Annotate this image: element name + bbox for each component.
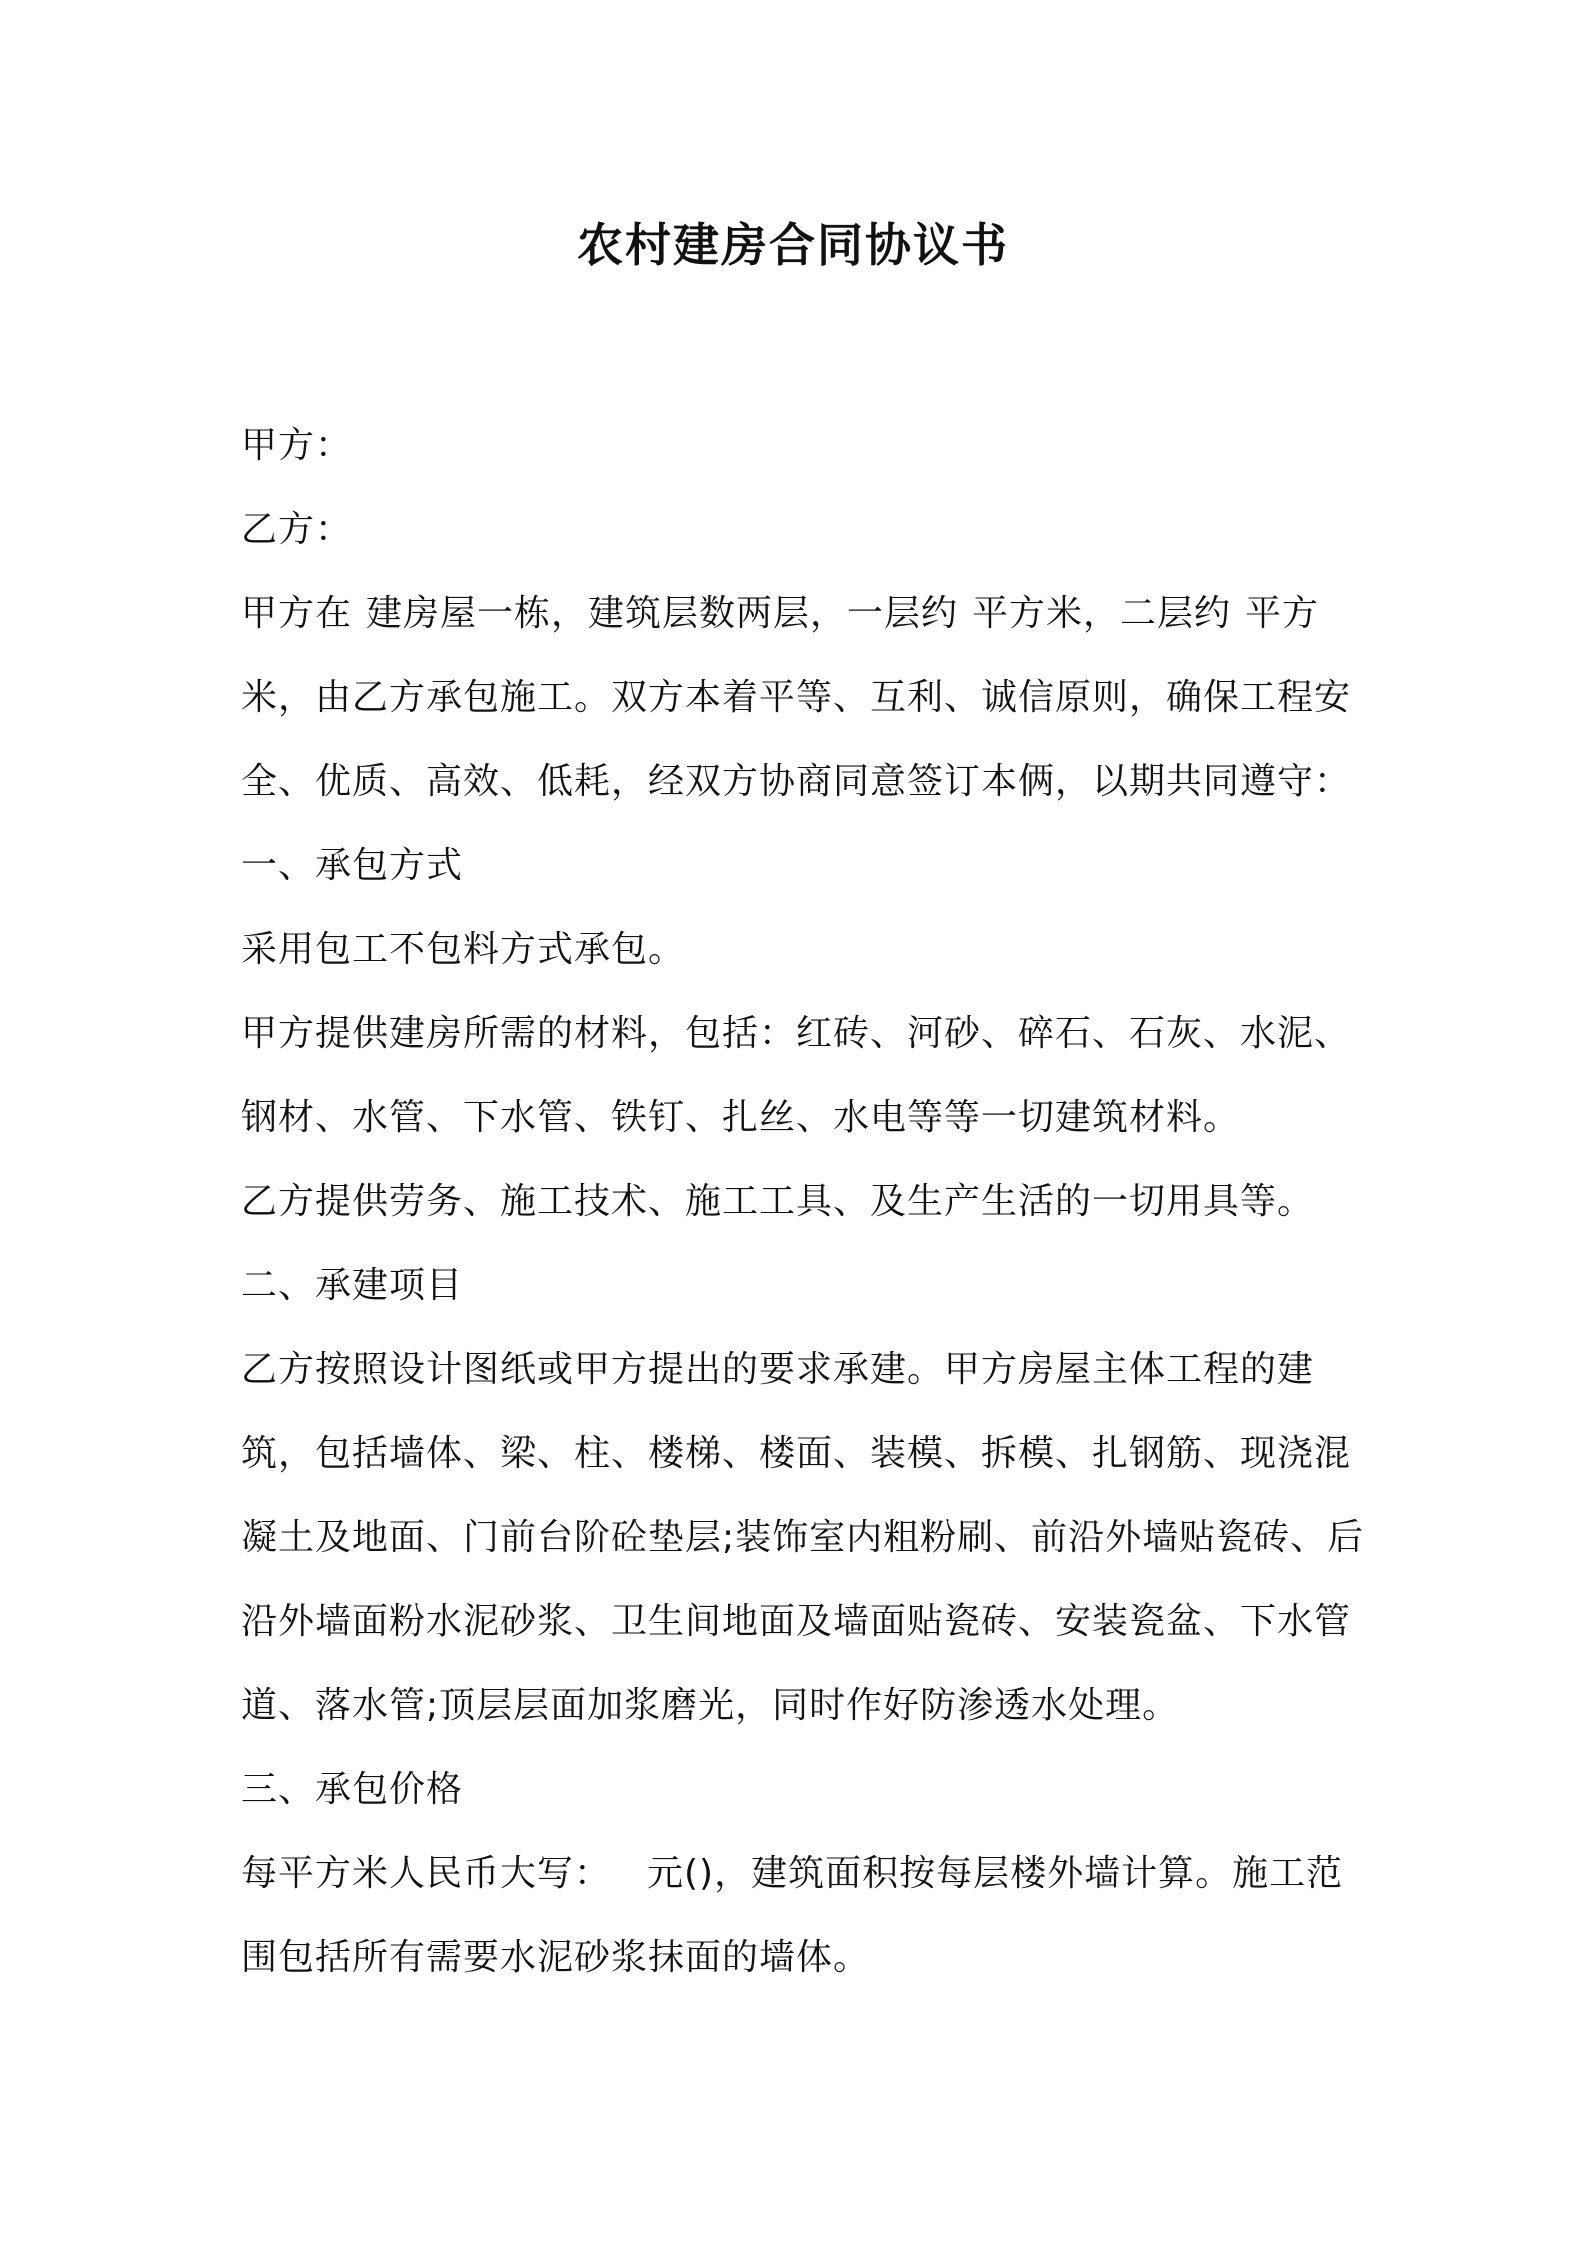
intro-part-2: 建房屋一栋，建筑层数两层，一层约 <box>366 593 959 634</box>
section-2-heading: 二、承建项目 <box>241 1265 464 1306</box>
section-1-paragraph-1: 采用包工不包料方式承包。 <box>241 929 686 970</box>
document-body <box>241 404 1371 2000</box>
section-2-paragraph-1: 乙方按照设计图纸或甲方提出的要求承建。甲方房屋主体工程的建筑，包括墙体、梁、柱、楼梯、楼面、装模、拆模、扎钢筋、现浇混凝土及地面、门前台阶砼垫层;装饰室内粗粉刷、前沿外墙贴瓷砖、后沿外墙面粉水泥砂浆、卫生间地面及墙面贴瓷砖、安装瓷盆、下水管道、落水管;顶层层面加浆磨光，同时作好防渗透水处理。 <box>241 1349 1365 1726</box>
section-1-paragraph-2: 甲方提供建房所需的材料，包括：红砖、河砂、碎石、石灰、水泥、钢材、水管、下水管、铁钉、扎丝、水电等等一切建筑材料。 <box>241 1013 1352 1138</box>
intro-part-1: 甲方在 <box>241 593 353 634</box>
intro-part-3: 平方米，二层约 <box>972 593 1232 634</box>
document-title: 农村建房合同协议书 <box>577 218 1009 272</box>
section-1-paragraph-3: 乙方提供劳务、施工技术、施工工具、及生产生活的一切用具等。 <box>241 1181 1315 1222</box>
section-3-heading: 三、承包价格 <box>241 1769 464 1810</box>
section-3-paragraph-1 <box>241 1832 1371 2000</box>
party-b-line: 乙方： <box>241 509 353 550</box>
price-text: 元()，建筑面积按每层楼外墙计算。施工范围包括所有需要水泥砂浆抹面的墙体。 <box>241 1853 1344 1978</box>
price-label: 每平方米人民币大写： <box>241 1853 612 1894</box>
intro-paragraph <box>241 572 1371 824</box>
intro-part-4: 平方米，由乙方承包施工。双方本着平等、互利、诚信原则，确保工程安全、优质、高效、低耗，经双方协商同意签订本俩，以期共同遵守： <box>241 593 1352 802</box>
party-a-line: 甲方： <box>241 425 353 466</box>
section-1-heading: 一、承包方式 <box>241 845 464 886</box>
